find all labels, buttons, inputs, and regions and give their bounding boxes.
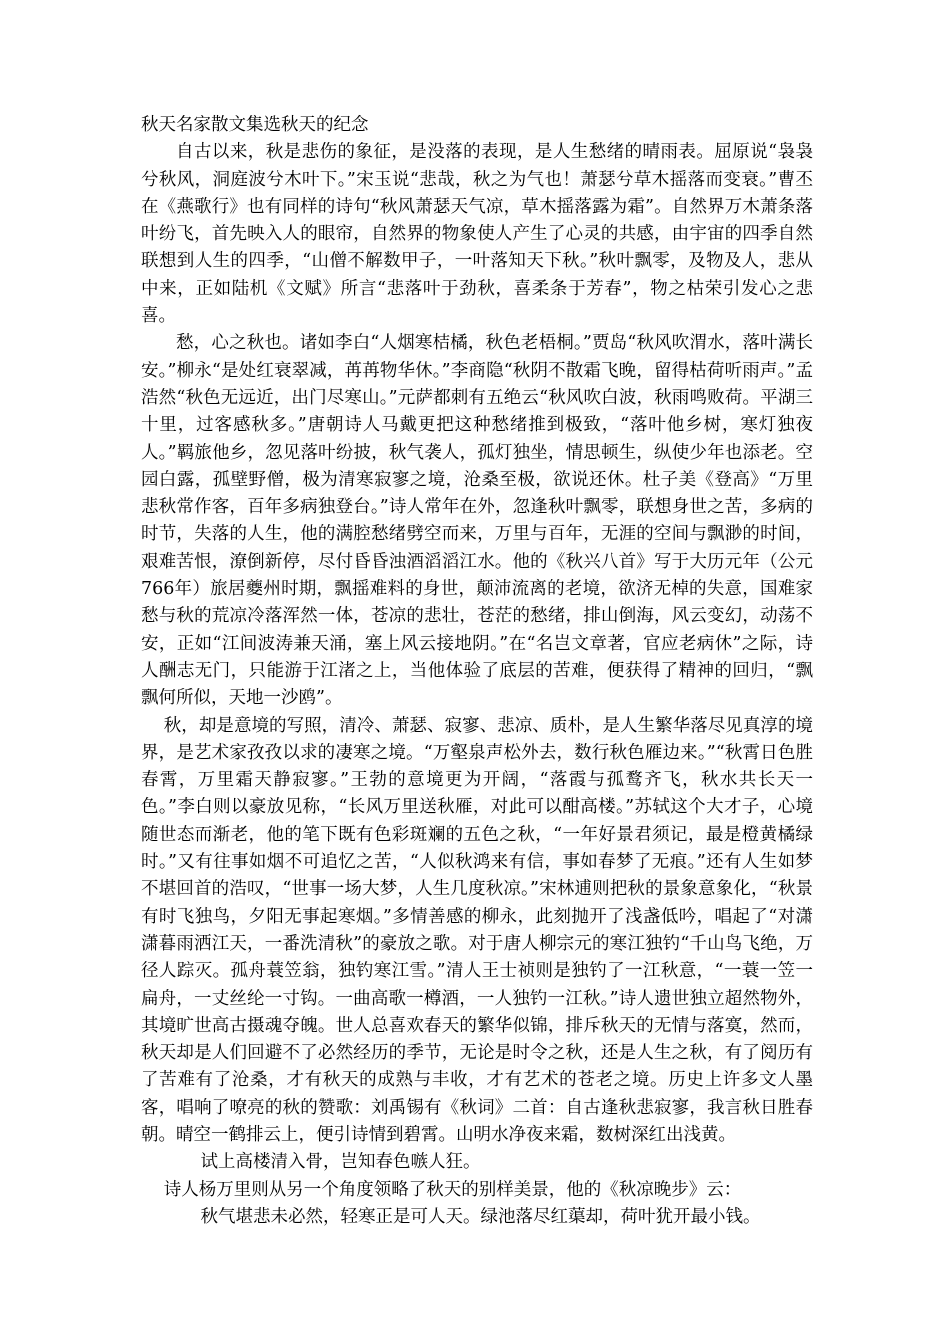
paragraph-sorrow: 愁，心之秋也。诸如李白“人烟寒桔橘，秋色老梧桐。”贾岛“秋风吹渭水，落叶满长安。”柳永“是处红衰翠减，苒苒物华休。”李商隐“秋阴不散霜飞晚，留得枯荷听雨声。”孟浩然“秋色无远近，出门尽寒山。”元萨都刺有五绝云“秋风吹白波，秋雨鸣败荷。平湖三十里，过客感秋多。”唐朝诗人马戴更把这种愁绪推到极致，“落叶他乡树，寒灯独夜人。”羁旅他乡，忽见落叶纷披，秋气袭人，孤灯独坐，情思顿生，纵使少年也添老。空园白露，孤壁野僧，极为清寒寂寥之境，沧桑至极，欲说还休。杜子美《登高》“万里悲秋常作客，百年多病独登台。”诗人常年在外，忽逢秋叶飘零，联想身世之苦，多病的时节，失落的人生，他的满腔愁绪劈空而来，万里与百年，无涯的空间与飘渺的时间，艰难苦恨，潦倒新停，尽付昏昏浊酒滔滔江水。他的《秋兴八首》写于大历元年（公元766年）旅居夔州时期，飘摇难料的身世，颠沛流离的老境，欲济无棹的失意，国难家愁与秋的荒凉冷落浑然一体，苍凉的悲壮，苍茫的愁绪，排山倒海，风云变幻，动荡不安，正如“江间波涛兼天涌，塞上风云接地阴。”在“名岂文章著，官应老病休”之际，诗人酬志无门，只能游于江渚之上，当他体验了底层的苦难，便获得了精神的回归，“飘飘何所似，天地一沙鸥”。 <box>141 333 813 709</box>
poem-line-liu-yuxi: 试上高楼清入骨，岂知春色嗾人狂。 <box>200 1152 481 1173</box>
document-title: 秋天名家散文集选秋天的纪念 <box>141 115 369 135</box>
paragraph-intro: 自古以来，秋是悲伤的象征，是没落的表现，是人生愁绪的晴雨表。屈原说“袅袅兮秋风，洞庭波兮木叶下。”宋玉说“悲哉，秋之为气也！萧瑟兮草木摇落而变衰。”曹丕在《燕歌行》也有同样的诗句“秋风萧瑟天气凉，草木摇落露为霜”。自然界万木萧条落叶纷飞，首先映入人的眼帘，自然界的物象使人产生了心灵的共感，由宇宙的四季自然联想到人生的四季，“山僧不解数甲子，一叶落知天下秋。”秋叶飘零，及物及人，悲从中来，正如陆机《文赋》所言“悲落叶于劲秋，喜柔条于芳春”，物之枯荣引发心之悲喜。 <box>141 142 813 327</box>
poem-line-yang-wanli: 秋气堪悲未必然，轻寒正是可人天。绿池落尽红蕖却，荷叶犹开最小钱。 <box>200 1206 761 1227</box>
document-page <box>141 112 813 1231</box>
paragraph-yang-wanli: 诗人杨万里则从另一个角度领略了秋天的别样美景，他的《秋凉晚步》云： <box>163 1179 742 1200</box>
paragraph-artistic-mood: 秋，却是意境的写照，清冷、萧瑟、寂寥、悲凉、质朴，是人生繁华落尽见真淳的境界，是艺术家孜孜以求的凄寒之境。“万壑泉声松外去，数行秋色雁边来。”“秋霄日色胜春霄，万里霜天静寂寥。”王勃的意境更为开阔，“落霞与孤鹜齐飞，秋水共长天一色。”李白则以豪放见称，“长风万里送秋雁，对此可以酣高楼。”苏轼这个大才子，心境随世态而渐老，他的笔下既有色彩斑斓的五色之秋，“一年好景君须记，最是橙黄橘绿时。”又有往事如烟不可追忆之苦，“人似秋鸿来有信，事如春梦了无痕。”还有人生如梦不堪回首的浩叹，“世事一场大梦，人生几度秋凉。”宋林逋则把秋的景象意象化，“秋景有时飞独鸟，夕阳无事起寒烟。”多情善感的柳永，此刻抛开了浅盏低吟，唱起了“对潇潇暮雨洒江天，一番洗清秋”的豪放之歌。对于唐人柳宗元的寒江独钓“千山鸟飞绝，万径人踪灭。孤舟蓑笠翁，独钓寒江雪。”清人王士祯则是独钓了一江秋意，“一蓑一笠一扁舟，一丈丝纶一寸钩。一曲高歌一樽酒，一人独钓一江秋。”诗人遗世独立超然物外，其境旷世高古摄魂夺魄。世人总喜欢春天的繁华似锦，排斥秋天的无情与落寞，然而，秋天却是人们回避不了必然经历的季节，无论是时令之秋，还是人生之秋，有了阅历有了苦难有了沧桑，才有秋天的成熟与丰收，才有艺术的苍老之境。历史上许多文人墨客，唱响了嘹亮的秋的赞歌：刘禹锡有《秋词》二首：自古逢秋悲寂寥，我言秋日胜春朝。晴空一鹤排云上，便引诗情到碧霄。山明水净夜来霜，数树深红出浅黄。 <box>141 715 813 1145</box>
